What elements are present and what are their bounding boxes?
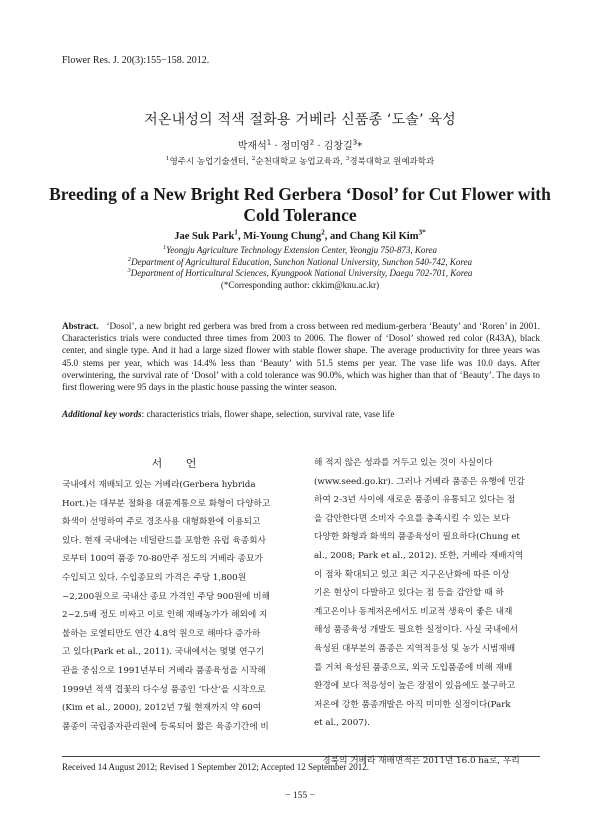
affiliation-text: Yeongju Agriculture Technology Extension Center, Yeongju 750-873, Korea <box>166 245 438 255</box>
left-column <box>62 476 296 736</box>
body-line: 국내에서 재배되고 있는 거베라(Gerbera hybrida <box>62 480 256 490</box>
author-ko-star: * <box>357 141 363 152</box>
page-number: − 155 − <box>285 791 315 801</box>
author-ko-2: 정미영 <box>280 141 310 152</box>
affil-ko-2: 순천대학교 농업교육과, <box>255 157 346 167</box>
received-dates: Received 14 August 2012; Revised 1 September 2012; Accepted 12 September 2012. <box>62 762 369 772</box>
body-line: 화색이 선명하여 주로 경조사용 대형화환에 이용되고 <box>62 517 261 528</box>
body-line: 로부터 100여 품종 70-80만주 정도의 거베라 종묘가 <box>62 554 263 565</box>
body-line: 관을 중심으로 1991년부터 거베라 품종육성을 시작해 <box>62 665 266 676</box>
body-line: 수입되고 있다. 수입종묘의 가격은 주당 1,800원 <box>62 572 247 583</box>
footer-rule <box>62 756 540 757</box>
affiliation-line <box>0 268 600 280</box>
affiliation-sup: 3 <box>127 267 131 275</box>
body-line: 이 점차 확대되고 있고 최근 지구온난화에 따른 이상 <box>314 569 510 580</box>
abstract <box>62 320 540 393</box>
author-ko-3: 김창길 <box>323 141 353 152</box>
author-en-separator: , and <box>324 231 350 242</box>
body-line: 육성된 대부분의 품종은 지역적응성 및 농가 시범재배 <box>314 643 516 654</box>
body-line: 2~2.5배 정도 비싸고 이로 인해 재배농가가 해외에 지 <box>62 610 268 621</box>
body-line: 하여 2-3년 사이에 새로운 품종이 유통되고 있다는 점 <box>314 495 516 506</box>
affil-ko-1-sup: 1 <box>165 155 170 163</box>
affiliation-line <box>0 245 600 257</box>
body-line: 저온에 강한 품종개발은 아직 미미한 실정이다(Park <box>314 699 511 710</box>
author-ko-3-sup: 3 <box>352 138 358 147</box>
body-line: 기온 현상이 다발하고 있다는 점 등을 감안할 때 하 <box>314 588 504 599</box>
body-line: 다양한 화형과 화색의 품종육성이 필요하다(Chung et <box>314 532 520 543</box>
author-ko-2-sup: 2 <box>309 138 315 147</box>
body-line: ~2,200원으로 국내산 종묘 가격인 주당 900원에 비해 <box>62 591 270 602</box>
english-title: Breeding of a New Bright Red Gerbera ‘Dosol’ for Cut Flower with Cold Tolerance <box>49 184 551 225</box>
author-en-3: Chang Kil Kim <box>349 231 419 242</box>
korean-title: 저온내성의 적색 절화용 거베라 신품종 ‘도솔’ 육성 <box>144 112 456 128</box>
body-line: 불하는 로열티만도 연간 4.8억 원으로 해마다 증가하 <box>62 628 261 639</box>
keywords <box>62 409 540 419</box>
english-authors <box>0 227 600 242</box>
journal-reference: Flower Res. J. 20(3):155−158. 2012. <box>62 55 210 66</box>
body-line: 계고온이나 동계저온에서도 비교적 생육이 좋은 내재 <box>314 606 513 617</box>
korean-authors <box>0 137 600 152</box>
author-en-1: Jae Suk Park <box>174 231 235 242</box>
author-en-2-sup: 2 <box>321 227 325 237</box>
author-en-1-sup: 1 <box>234 227 238 237</box>
keywords-label: Additional key words <box>62 409 142 419</box>
author-ko-1: 박재석 <box>237 141 267 152</box>
body-line: 품종이 국립종자관리원에 등록되어 짧은 육종기간에 비 <box>62 721 269 732</box>
abstract-label: Abstract. <box>62 321 99 331</box>
abstract-text: ‘Dosol’, a new bright red gerbera was bred from a cross between red medium-gerbera ‘Beauty’ and ‘Roren’ in 2001. Characteristics trials were conducted three times from 2003 to 2006. The flower of ‘Dosol’ showed red color (R43A), black center, and single type. And it had a large sized flower with stable flower shape. The average productivity for three years was 45.0 stems per year, which was 14.4% less than ‘Beauty’ with 51.5 stems per year. The vase life was 10.0 days. After overwintering, the survival rate of ‘Dosol’ with a cold tolerance was 90.0%, which was higher than that of ‘Beauty’. The days to first flowering were 95 days in the plastic house passing the winter season. <box>62 321 541 393</box>
body-line: et al., 2007). <box>314 718 370 729</box>
body-line: (www.seed.go.kr). 그러나 거베라 품종은 유행에 민감 <box>314 476 525 487</box>
affiliation-text: Department of Agricultural Education, Sunchon National University, Sunchon 540-742, Korea <box>131 256 473 267</box>
body-line: 있다. 현재 국내에는 네덜란드를 포함한 유럽 육종회사 <box>62 535 266 546</box>
korean-affiliations <box>0 155 600 167</box>
section-heading: 서 언 <box>151 457 207 470</box>
affil-ko-2-sup: 2 <box>251 155 256 163</box>
author-ko-separator: · <box>314 141 324 152</box>
author-ko-1-sup: 1 <box>266 138 272 147</box>
body-line: Hort.)는 대부분 절화용 대륜계통으로 화형이 다양하고 <box>62 498 271 509</box>
body-line: (Kim et al., 2000), 2012년 7월 현재까지 약 60여 <box>62 703 262 714</box>
affiliation-line <box>0 257 600 269</box>
body-line: 환경에 보다 적응성이 높은 장점이 있음에도 불구하고 <box>314 681 516 692</box>
affiliation-sup: 1 <box>162 244 167 251</box>
body-line: 를 거쳐 육성된 품종으로, 외국 도입품종에 비해 재배 <box>314 662 513 673</box>
affiliation-sup: 2 <box>127 255 132 263</box>
author-ko-separator: · <box>271 141 281 152</box>
corresponding-author: (*Corresponding author: ckkim@knu.ac.kr) <box>220 279 380 290</box>
affiliation-text: Department of Horticultural Sciences, Kyungpook National University, Daegu 702-701, Korea <box>130 268 473 279</box>
affil-ko-1: 영주시 농업기술센터, <box>169 157 252 167</box>
right-column <box>314 454 546 770</box>
body-line: al., 2008; Park et al., 2012). 또한, 거베라 재배지역 <box>314 550 524 561</box>
keywords-text: : characteristics trials, flower shape, selection, survival rate, vase life <box>141 409 395 419</box>
body-line: 을 감안한다면 소비자 수요를 충족시킬 수 있는 보다 <box>314 513 510 524</box>
body-line: 경북의 거베라 재배면적은 2011년 16.0 ha로, 우리 <box>314 755 520 766</box>
body-line: 1999년 적색 겹꽃의 다수성 품종인 ‘다산’을 시작으로 <box>62 684 266 695</box>
author-en-2: Mi-Young Chung <box>243 231 322 242</box>
body-line: 해 적지 않은 성과를 거두고 있는 것이 사실이다 <box>314 458 493 468</box>
body-line <box>314 733 546 752</box>
author-en-separator: , <box>237 231 244 242</box>
author-en-3-sup: 3* <box>418 227 426 237</box>
affil-ko-3: 경북대학교 원예과학과 <box>349 157 435 167</box>
body-line: 고 있다(Park et al., 2011). 국내에서는 몇몇 연구기 <box>62 647 265 658</box>
english-affiliations <box>0 245 600 291</box>
affil-ko-3-sup: 3 <box>345 155 350 163</box>
body-line: 해성 품종육성 개발도 필요한 실정이다. 사실 국내에서 <box>314 625 518 636</box>
